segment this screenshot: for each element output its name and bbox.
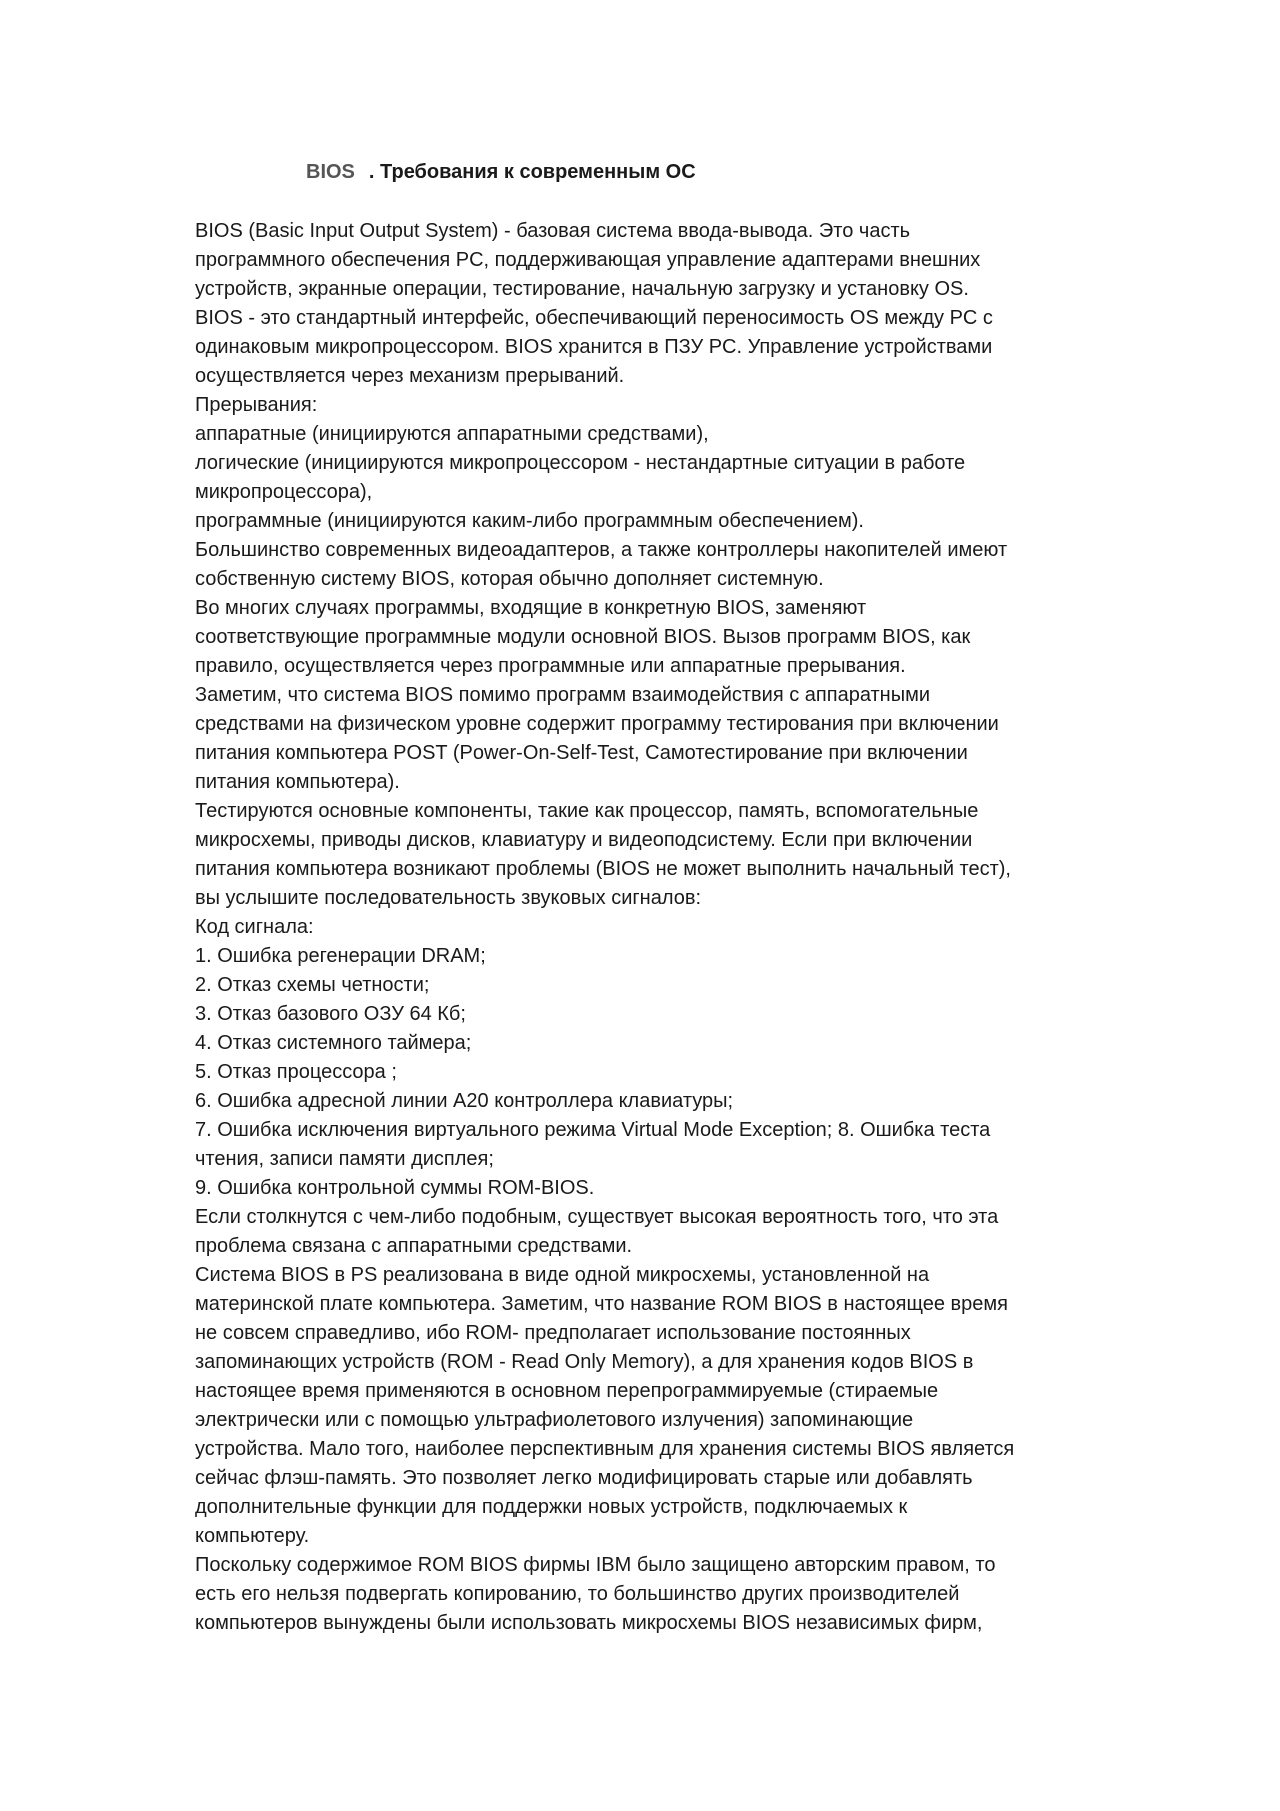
list-item: чтения, записи памяти дисплея; [195, 1148, 494, 1170]
text-line: программные (инициируются каким-либо программным обеспечением). [195, 510, 864, 532]
text-line: проблема связана с аппаратными средствами. [195, 1235, 633, 1257]
body-text [195, 217, 1115, 1638]
list-item: 3. Отказ базового ОЗУ 64 Кб; [195, 1003, 466, 1025]
title-main: . Требования к современным ОС [368, 161, 696, 183]
text-line: логические (инициируются микропроцессором - нестандартные ситуации в работе [195, 452, 966, 474]
text-line: питания компьютера POST (Power-On-Self-Test, Самотестирование при включении [195, 742, 968, 764]
list-item: 6. Ошибка адресной линии A20 контроллера клавиатуры; [195, 1090, 734, 1112]
text-line: программного обеспечения PC, поддерживающая управление адаптерами внешних [195, 249, 981, 271]
text-line: есть его нельзя подвергать копированию, то большинство других производителей [195, 1583, 960, 1605]
text-line: электрически или с помощью ультрафиолетового излучения) запоминающие [195, 1409, 914, 1431]
text-line: средствами на физическом уровне содержит программу тестирования при включении [195, 713, 999, 735]
text-line: вы услышите последовательность звуковых сигналов: [195, 887, 702, 909]
text-line: устройства. Мало того, наиболее перспективным для хранения системы BIOS является [195, 1438, 1015, 1460]
text-line: соответствующие программные модули основной BIOS. Вызов программ BIOS, как [195, 626, 971, 648]
text-line: правило, осуществляется через программные или аппаратные прерывания. [195, 655, 906, 677]
text-line: не совсем справедливо, ибо ROM- предполагает использование постоянных [195, 1322, 911, 1344]
text-line: сейчас флэш-память. Это позволяет легко модифицировать старые или добавлять [195, 1467, 973, 1489]
text-line: питания компьютера возникают проблемы (BIOS не может выполнить начальный тест), [195, 858, 1011, 880]
text-line: Тестируются основные компоненты, такие как процессор, память, вспомогательные [195, 800, 979, 822]
list-item: 1. Ошибка регенерации DRAM; [195, 945, 486, 967]
text-line: Заметим, что система BIOS помимо программ взаимодействия с аппаратными [195, 684, 931, 706]
text-line: BIOS - это стандартный интерфейс, обеспечивающий переносимость OS между PC с [195, 307, 993, 329]
text-line: настоящее время применяются в основном перепрограммируемые (стираемые [195, 1380, 939, 1402]
text-line: Прерывания: [195, 394, 318, 416]
text-line: компьютеров вынуждены были использовать микросхемы BIOS независимых фирм, [195, 1612, 983, 1634]
text-line: одинаковым микропроцессором. BIOS хранится в ПЗУ PC. Управление устройствами [195, 336, 993, 358]
list-item: 5. Отказ процессора ; [195, 1061, 397, 1083]
text-line: устройств, экранные операции, тестирование, начальную загрузку и установку OS. [195, 278, 969, 300]
list-item: 9. Ошибка контрольной суммы ROM-BIOS. [195, 1177, 595, 1199]
text-line: Если столкнутся с чем-либо подобным, существует высокая вероятность того, что эта [195, 1206, 999, 1228]
list-item: 4. Отказ системного таймера; [195, 1032, 472, 1054]
text-line: Система BIOS в PS реализована в виде одной микросхемы, установленной на [195, 1264, 930, 1286]
text-line: Поскольку содержимое ROM BIOS фирмы IBM было защищено авторским правом, то [195, 1554, 996, 1576]
text-line: компьютеру. [195, 1525, 310, 1547]
text-line: микропроцессора), [195, 481, 373, 503]
text-line: питания компьютера). [195, 771, 400, 793]
text-line: запоминающих устройств (ROM - Read Only Memory), а для хранения кодов BIOS в [195, 1351, 974, 1373]
text-line: материнской плате компьютера. Заметим, что название ROM BIOS в настоящее время [195, 1293, 1008, 1315]
text-line: Во многих случаях программы, входящие в конкретную BIOS, заменяют [195, 597, 867, 619]
text-line: BIOS (Basic Input Output System) - базовая система ввода-вывода. Это часть [195, 220, 911, 242]
text-line: микросхемы, приводы дисков, клавиатуру и видеоподсистему. Если при включении [195, 829, 973, 851]
text-line: дополнительные функции для поддержки новых устройств, подключаемых к [195, 1496, 908, 1518]
title-prefix: BIOS [306, 161, 355, 183]
list-item: 2. Отказ схемы четности; [195, 974, 430, 996]
text-line: аппаратные (инициируются аппаратными средствами), [195, 423, 709, 445]
text-line: Большинство современных видеоадаптеров, а также контроллеры накопителей имеют [195, 539, 1008, 561]
text-line: Код сигнала: [195, 916, 314, 938]
list-item: 7. Ошибка исключения виртуального режима Virtual Mode Exception; 8. Ошибка теста [195, 1119, 991, 1141]
text-line: осуществляется через механизм прерываний. [195, 365, 625, 387]
page-title [306, 158, 696, 186]
text-line: собственную систему BIOS, которая обычно дополняет системную. [195, 568, 824, 590]
